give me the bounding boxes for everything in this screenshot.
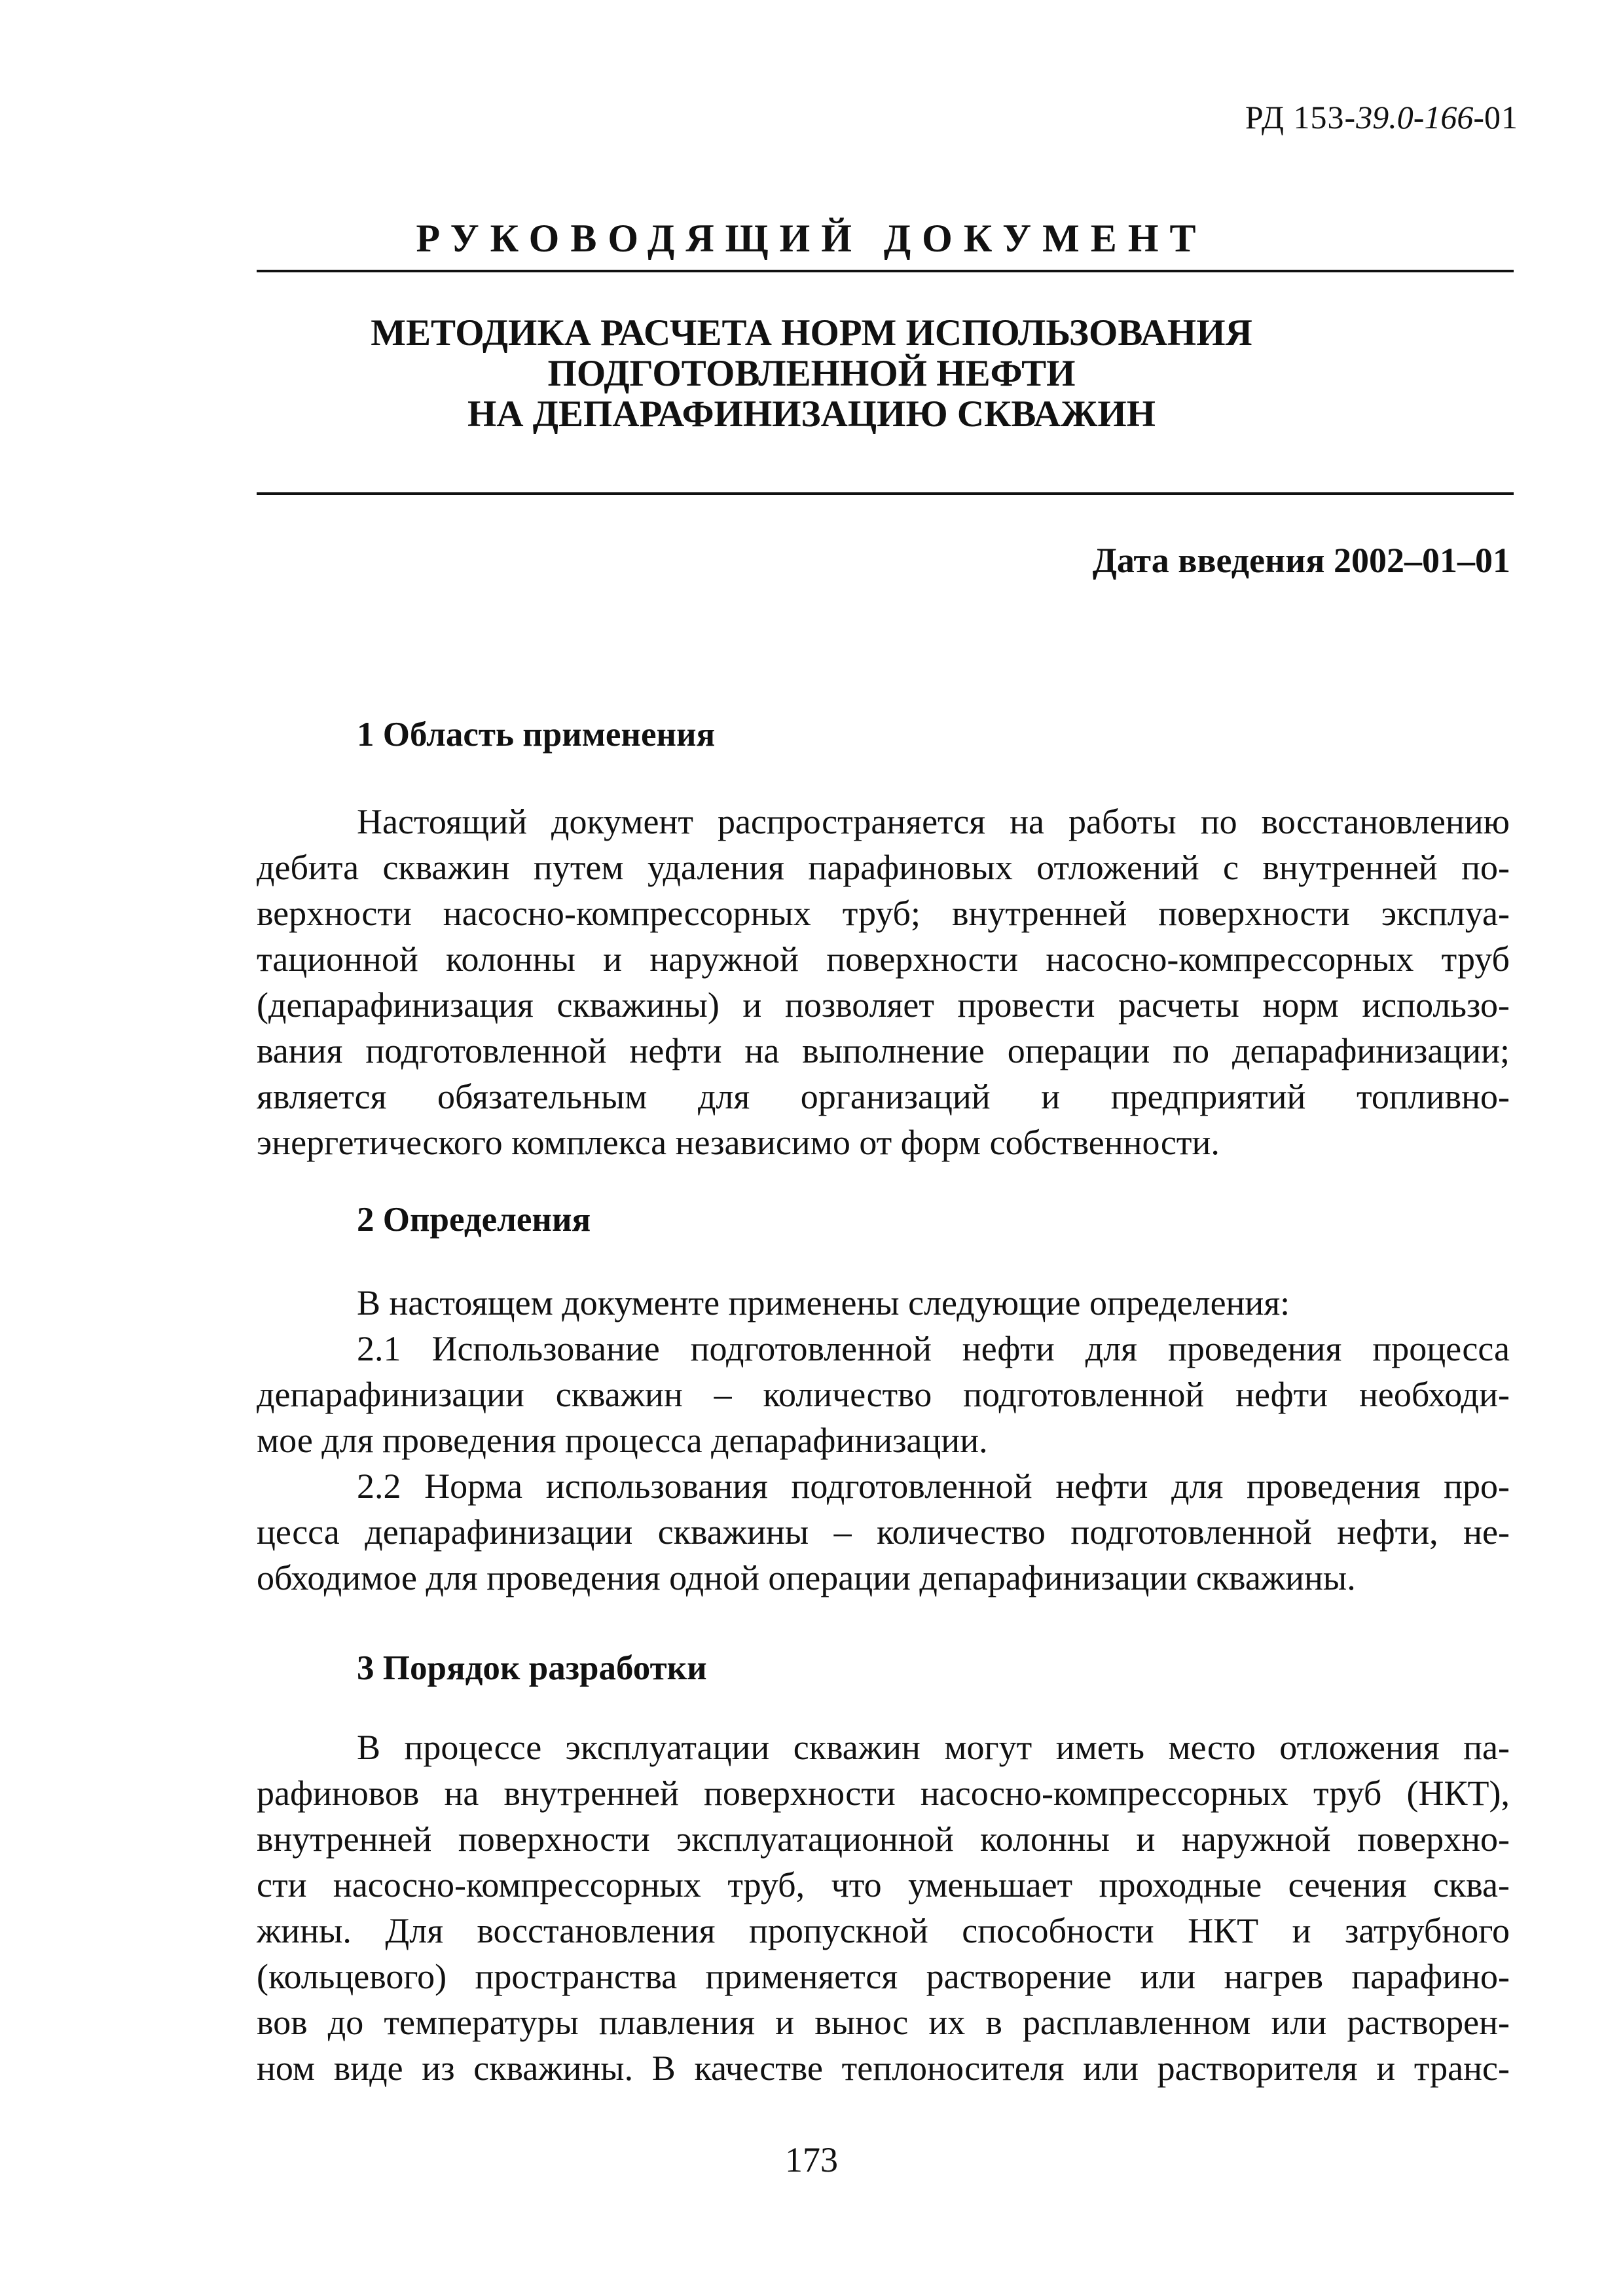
section-text-definitions xyxy=(257,1280,1510,1601)
text-line: вов до температуры плавления и вынос их в расплавленном или растворен- xyxy=(257,2003,1510,2042)
section-heading-development-procedure: 3 Порядок разработки xyxy=(357,1649,707,1687)
introduction-date: Дата введения 2002–01–01 xyxy=(1092,541,1510,580)
text-line: Настоящий документ распространяется на работы по восстановлению xyxy=(357,802,1510,841)
text-line: энергетического комплекса независимо от форм собственности. xyxy=(257,1123,1220,1162)
top-divider-line xyxy=(257,270,1514,272)
text-line: жины. Для восстановления пропускной способности НКТ и затрубного xyxy=(257,1911,1510,1950)
text-line: (депарафинизация скважины) и позволяет провести расчеты норм использо- xyxy=(257,985,1510,1025)
section-text-scope xyxy=(257,799,1510,1165)
text-line: тационной колонны и наружной поверхности насосно-компрессорных труб xyxy=(257,939,1510,979)
document-code-prefix: РД 153- xyxy=(1245,99,1357,136)
bottom-divider-line xyxy=(257,492,1514,495)
text-line: верхности насосно-компрессорных труб; внутренней поверхности эксплуа- xyxy=(257,894,1510,933)
section-heading-definitions: 2 Определения xyxy=(357,1201,591,1239)
document-title xyxy=(0,313,1623,435)
text-line: внутренней поверхности эксплуатационной колонны и наружной поверхно- xyxy=(257,1819,1510,1859)
text-line: В настоящем документе применены следующие определения: xyxy=(357,1283,1290,1322)
section-heading-scope: 1 Область применения xyxy=(357,716,716,754)
text-line: ном виде из скважины. В качестве теплоносителя или растворителя и транс- xyxy=(257,2049,1510,2088)
document-code-suffix: 01 xyxy=(1484,99,1518,136)
text-line: 2.1 Использование подготовленной нефти для проведения процесса xyxy=(357,1329,1510,1368)
text-line: (кольцевого) пространства применяется растворение или нагрев парафино- xyxy=(257,1957,1510,1996)
title-line: МЕТОДИКА РАСЧЕТА НОРМ ИСПОЛЬЗОВАНИЯ xyxy=(371,312,1252,354)
section-text-development-procedure xyxy=(257,1724,1510,2091)
text-line: мое для проведения процесса депарафинизации. xyxy=(257,1421,988,1460)
text-line: обходимое для проведения одной операции депарафинизации скважины. xyxy=(257,1558,1356,1597)
document-code-handwritten: 39.0-166- xyxy=(1356,99,1484,136)
text-line: цесса депарафинизации скважины – количество подготовленной нефти, не- xyxy=(257,1512,1510,1552)
text-line: вания подготовленной нефти на выполнение операции по депарафинизации; xyxy=(257,1031,1510,1070)
document-type-heading: РУКОВОДЯЩИЙ ДОКУМЕНТ xyxy=(416,217,1207,260)
text-line: депарафинизации скважин – количество подготовленной нефти необходи- xyxy=(257,1375,1510,1414)
document-code xyxy=(1245,98,1518,136)
title-line: ПОДГОТОВЛЕННОЙ НЕФТИ xyxy=(547,353,1076,394)
text-line: является обязательным для организаций и предприятий топливно- xyxy=(257,1077,1510,1116)
page-number: 173 xyxy=(785,2140,838,2179)
title-line: НА ДЕПАРАФИНИЗАЦИЮ СКВАЖИН xyxy=(467,393,1156,435)
text-line: дебита скважин путем удаления парафиновых отложений с внутренней по- xyxy=(257,848,1510,887)
text-line: В процессе эксплуатации скважин могут иметь место отложения па- xyxy=(357,1728,1510,1767)
text-line: 2.2 Норма использования подготовленной нефти для проведения про- xyxy=(357,1467,1510,1506)
text-line: рафиновов на внутренней поверхности насосно-компрессорных труб (НКТ), xyxy=(257,1774,1510,1813)
text-line: сти насосно-компрессорных труб, что уменьшает проходные сечения сква- xyxy=(257,1865,1510,1904)
